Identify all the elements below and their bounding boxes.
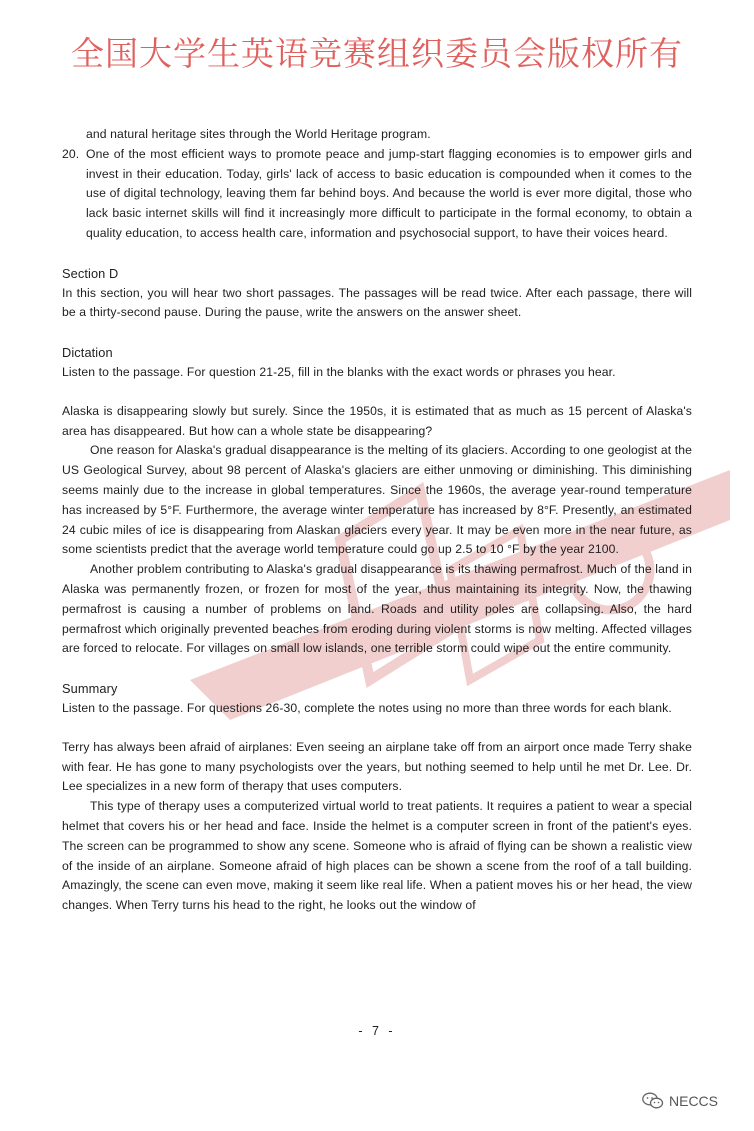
neccs-brand: [642, 1092, 718, 1110]
dictation-paragraph: Another problem contributing to Alaska's gradual disappearance is its thawing permafrost. Much of the land in Alaska was permanently frozen, or frozen for most of the year, thus maintaining its integrity. Now, the thawing permafrost is causing a number of problems on land. Roads and utility poles are collapsing. Also, the hard permafrost which originally prevented beaches from eroding during violent storms is now melting. Affected villages are forced to relocate. For villages on small low islands, one terrible storm could wipe out the entire community.: [62, 562, 692, 656]
brand-label: NECCS: [669, 1093, 719, 1109]
exam-text: [62, 125, 692, 916]
item-20: [62, 145, 692, 244]
summary-instructions: Listen to the passage. For questions 26-30, complete the notes using no more than three words for each blank.: [62, 700, 672, 715]
item-20-text: One of the most efficient ways to promote peace and jump-start flagging economies is to empower girls and invest in their education. Today, girls' lack of access to basic education is compounded when it comes to the use of digital technology, leaving them far behind boys. And because the world is ever more digital, those who lack basic internet skills will find it increasingly more difficult to participate in the formal economy, to obtain a quality education, to access health care, information and psychosocial support, to have their voices heard.: [86, 146, 692, 240]
summary-paragraph: Terry has always been afraid of airplanes: Even seeing an airplane take off from an airport once made Terry shake with fear. He has gone to many psychologists over the years, but nothing seemed to help until he met Dr. Lee. Dr. Lee specializes in a new form of therapy that uses computers.: [62, 739, 692, 794]
section-d-instructions: In this section, you will hear two short passages. The passages will be read twice. After each passage, there will be a thirty-second pause. During the pause, write the answers on the answer sheet.: [62, 285, 692, 320]
summary-paragraph: This type of therapy uses a computerized virtual world to treat patients. It requires a patient to wear a special helmet that covers his or her head and face. Inside the helmet is a computer screen in front of the patient's eyes. The screen can be programmed to show any scene. Someone who is afraid of flying can be shown a realistic view of the inside of an airplane. Someone afraid of high places can be shown a scene from the roof of a tall building. Amazingly, the scene can even move, making it seem like real life. When a patient moves his or her head, the view changes. When Terry turns his head to the right, he looks out the window of: [62, 799, 692, 913]
copyright-header: 全国大学生英语竞赛组织委员会版权所有: [71, 34, 683, 73]
dictation-paragraph: Alaska is disappearing slowly but surely. Since the 1950s, it is estimated that as much as 15 percent of Alaska's area has disappeared. But how can a whole state be disappearing?: [62, 403, 692, 438]
item-19-tail: and natural heritage sites through the World Heritage program.: [86, 127, 431, 141]
dictation-heading: Dictation: [62, 345, 113, 361]
dictation-paragraph: One reason for Alaska's gradual disappearance is the melting of its glaciers. According to one geologist at the US Geological Survey, about 98 percent of Alaska's glaciers are either unmoving or diminishing. This diminishing seems mainly due to the increase in global temperatures. Since the 1960s, the average year-round temperature has increased by 5°F. Furthermore, the average winter temperature has increased by 8°F. Presently, an estimated 24 cubic miles of ice is disappearing from Alaskan glaciers every year. It may be even more in the near future, as some scientists predict that the average world temperature could go up 2.5 to 10 °F by the year 2100.: [62, 443, 692, 557]
page-number: - 7 -: [358, 1024, 396, 1038]
summary-heading: Summary: [62, 681, 118, 697]
section-d-heading: Section D: [62, 265, 119, 281]
item-20-number: 20.: [62, 146, 80, 161]
dictation-instructions: Listen to the passage. For question 21-25, fill in the blanks with the exact words or phrases you hear.: [62, 364, 616, 379]
wechat-icon: [642, 1092, 664, 1110]
